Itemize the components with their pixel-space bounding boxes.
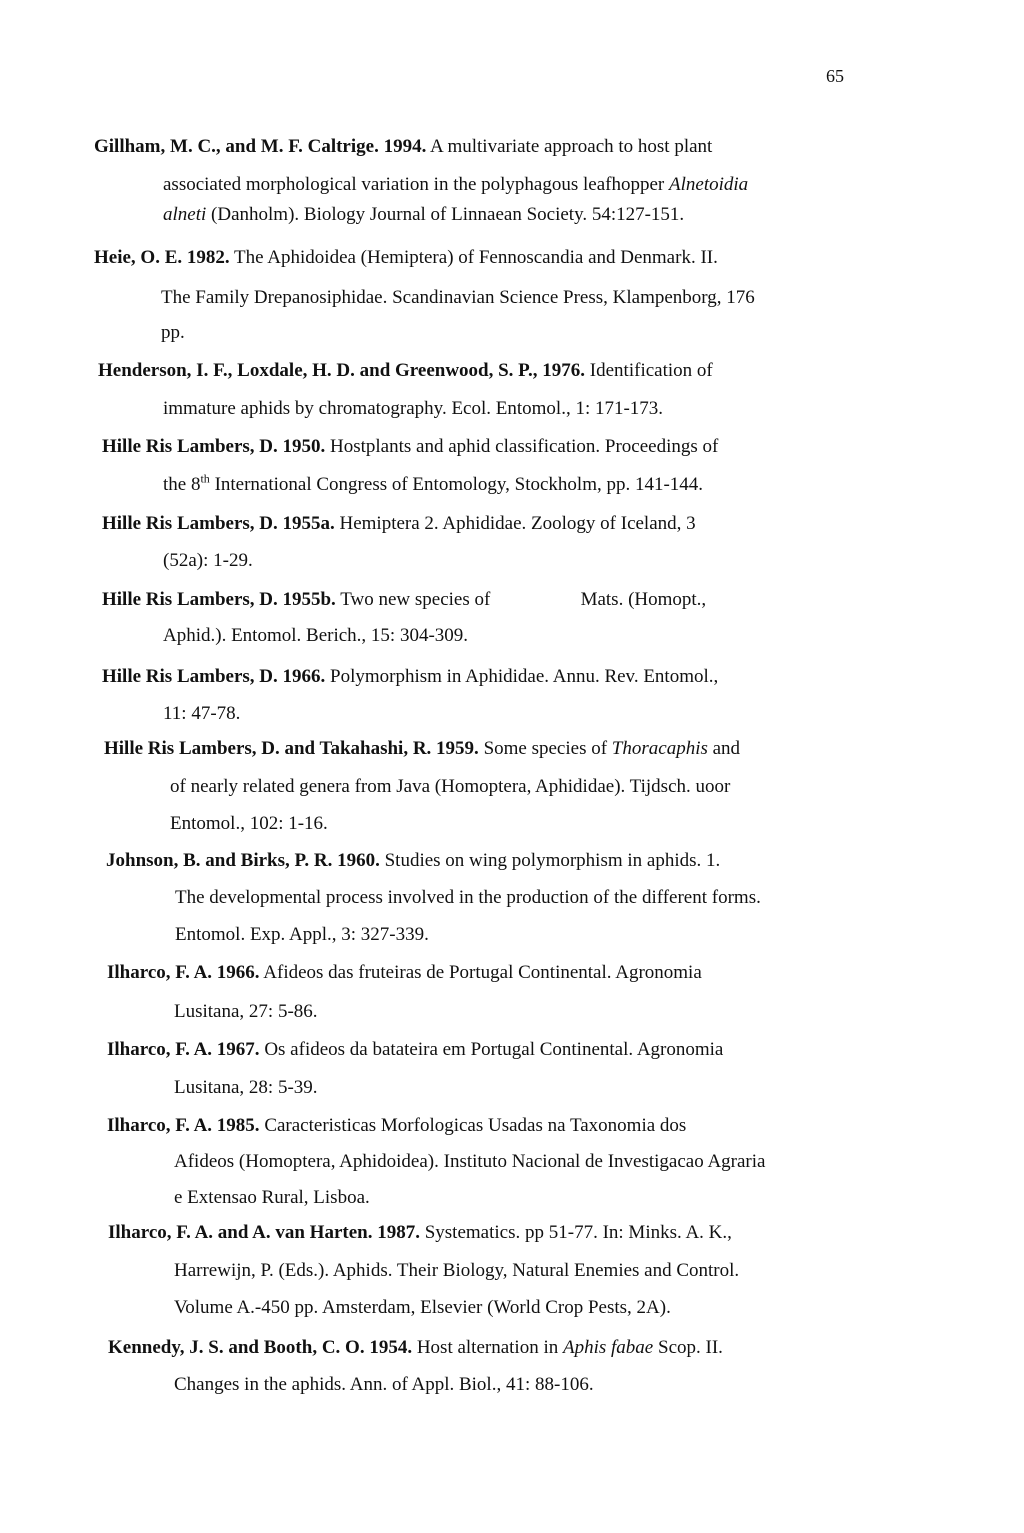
reference-author-year: Heie, O. E. 1982. — [94, 247, 230, 268]
reference-first-line — [102, 436, 718, 458]
reference-continuation-line — [170, 776, 730, 798]
reference-author-year: Hille Ris Lambers, D. 1955b. — [102, 589, 336, 610]
reference-text: Mats. (Homopt., — [580, 589, 707, 610]
reference-author-year: Hille Ris Lambers, D. 1955a. — [102, 513, 335, 534]
reference-first-line — [104, 738, 740, 760]
page-number: 65 — [826, 66, 844, 86]
reference-text: e Extensao Rural, Lisboa. — [174, 1187, 370, 1208]
reference-continuation-line — [174, 1151, 765, 1173]
reference-continuation-line — [175, 887, 761, 909]
reference-first-line — [98, 360, 713, 382]
reference-text: Harrewijn, P. (Eds.). Aphids. Their Biology, Natural Enemies and Control. — [174, 1260, 740, 1281]
reference-text: immature aphids by chromatography. Ecol. Entomol., 1: 171-173. — [163, 398, 664, 419]
reference-text: A multivariate approach to host plant — [426, 136, 713, 157]
reference-author-year: Hille Ris Lambers, D. and Takahashi, R. 1959. — [104, 738, 479, 759]
reference-text: Lusitana, 27: 5-86. — [174, 1001, 318, 1022]
reference-text: The developmental process involved in the production of the different forms. — [175, 887, 761, 908]
reference-text: Hemiptera 2. Aphididae. Zoology of Iceland, 3 — [334, 513, 696, 534]
reference-author-year: Gillham, M. C., and M. F. Caltrige. 1994. — [94, 136, 427, 157]
reference-text: Scop. II. — [653, 1337, 723, 1358]
reference-continuation-line — [163, 625, 468, 647]
reference-text: pp. — [161, 322, 185, 343]
taxon-name: Aphis fabae — [563, 1337, 654, 1358]
reference-text: Afideos das fruteiras de Portugal Continental. Agronomia — [259, 962, 702, 983]
reference-first-line — [102, 589, 706, 611]
reference-continuation-line — [163, 471, 704, 496]
reference-continuation-line — [174, 1297, 671, 1319]
reference-continuation-line — [174, 1260, 739, 1282]
reference-text: associated morphological variation in the polyphagous leafhopper — [163, 174, 669, 195]
reference-first-line — [94, 136, 712, 158]
reference-text: Changes in the aphids. Ann. of Appl. Biol., 41: 88-106. — [174, 1374, 594, 1395]
taxon-name: alneti — [163, 204, 207, 225]
reference-continuation-line — [163, 703, 240, 725]
reference-continuation-line — [174, 1001, 318, 1023]
reference-text: Aphid.). Entomol. Berich., 15: 304-309. — [163, 625, 469, 646]
reference-author-year: Johnson, B. and Birks, P. R. 1960. — [106, 850, 380, 871]
reference-first-line — [102, 666, 718, 688]
reference-text: Lusitana, 28: 5-39. — [174, 1077, 318, 1098]
reference-first-line — [106, 850, 720, 872]
reference-text: Two new species of — [335, 589, 496, 610]
reference-continuation-line — [174, 1077, 318, 1099]
reference-text: (52a): 1-29. — [163, 550, 253, 571]
reference-text: Entomol., 102: 1-16. — [170, 813, 328, 834]
reference-text: The Aphidoidea (Hemiptera) of Fennoscandia and Denmark. II. — [229, 247, 718, 268]
reference-text: The Family Drepanosiphidae. Scandinavian Science Press, Klampenborg, 176 — [161, 287, 755, 308]
reference-continuation-line — [163, 174, 748, 196]
reference-author-year: Ilharco, F. A. and A. van Harten. 1987. — [108, 1222, 420, 1243]
reference-text: (Danholm). Biology Journal of Linnaean Society. 54:127-151. — [206, 204, 685, 225]
reference-text: and — [707, 738, 741, 759]
taxon-name: Alnetoidia — [669, 174, 749, 195]
reference-text: Host alternation in — [412, 1337, 563, 1358]
reference-author-year: Ilharco, F. A. 1966. — [107, 962, 260, 983]
reference-author-year: Ilharco, F. A. 1985. — [107, 1115, 260, 1136]
reference-author-year: Hille Ris Lambers, D. 1950. — [102, 436, 326, 457]
reference-text: Afideos (Homoptera, Aphidoidea). Instituto Nacional de Investigacao Agraria — [174, 1151, 766, 1172]
reference-text: Polymorphism in Aphididae. Annu. Rev. Entomol., — [325, 666, 719, 687]
reference-continuation-line — [174, 1187, 370, 1209]
reference-first-line — [107, 962, 702, 984]
reference-first-line — [102, 513, 696, 535]
reference-text: 11: 47-78. — [163, 703, 241, 724]
ordinal-suffix: th — [200, 471, 210, 486]
reference-author-year: Hille Ris Lambers, D. 1966. — [102, 666, 326, 687]
reference-first-line — [108, 1337, 723, 1359]
reference-author-year: Ilharco, F. A. 1967. — [107, 1039, 260, 1060]
taxon-name: Thoracaphis — [611, 738, 708, 759]
reference-first-line — [107, 1115, 686, 1137]
reference-first-line — [107, 1039, 723, 1061]
reference-continuation-line — [175, 924, 429, 946]
reference-text — [495, 589, 581, 610]
reference-continuation-line — [170, 813, 328, 835]
reference-text: Volume A.-450 pp. Amsterdam, Elsevier (World Crop Pests, 2A). — [174, 1297, 671, 1318]
reference-text: Studies on wing polymorphism in aphids. 1. — [379, 850, 721, 871]
reference-continuation-line — [161, 322, 185, 344]
reference-continuation-line — [163, 398, 663, 420]
reference-text: Identification of — [585, 360, 713, 381]
reference-text: Caracteristicas Morfologicas Usadas na Taxonomia dos — [259, 1115, 687, 1136]
reference-text: Hostplants and aphid classification. Proceedings of — [325, 436, 719, 457]
reference-author-year: Kennedy, J. S. and Booth, C. O. 1954. — [108, 1337, 413, 1358]
reference-first-line — [108, 1222, 732, 1244]
reference-text: Systematics. pp 51-77. In: Minks. A. K., — [419, 1222, 732, 1243]
reference-text: Os afideos da batateira em Portugal Continental. Agronomia — [259, 1039, 724, 1060]
reference-continuation-line — [161, 287, 755, 309]
reference-continuation-line — [174, 1374, 594, 1396]
reference-text: Some species of — [478, 738, 612, 759]
reference-text: of nearly related genera from Java (Homoptera, Aphididae). Tijdsch. uoor — [170, 776, 731, 797]
reference-continuation-line — [163, 204, 684, 226]
reference-text: International Congress of Entomology, Stockholm, pp. 141-144. — [209, 474, 704, 495]
reference-first-line — [94, 247, 718, 269]
reference-text: the 8 — [163, 474, 201, 495]
reference-author-year: Henderson, I. F., Loxdale, H. D. and Greenwood, S. P., 1976. — [98, 360, 586, 381]
reference-text: Entomol. Exp. Appl., 3: 327-339. — [175, 924, 429, 945]
reference-continuation-line — [163, 550, 253, 572]
